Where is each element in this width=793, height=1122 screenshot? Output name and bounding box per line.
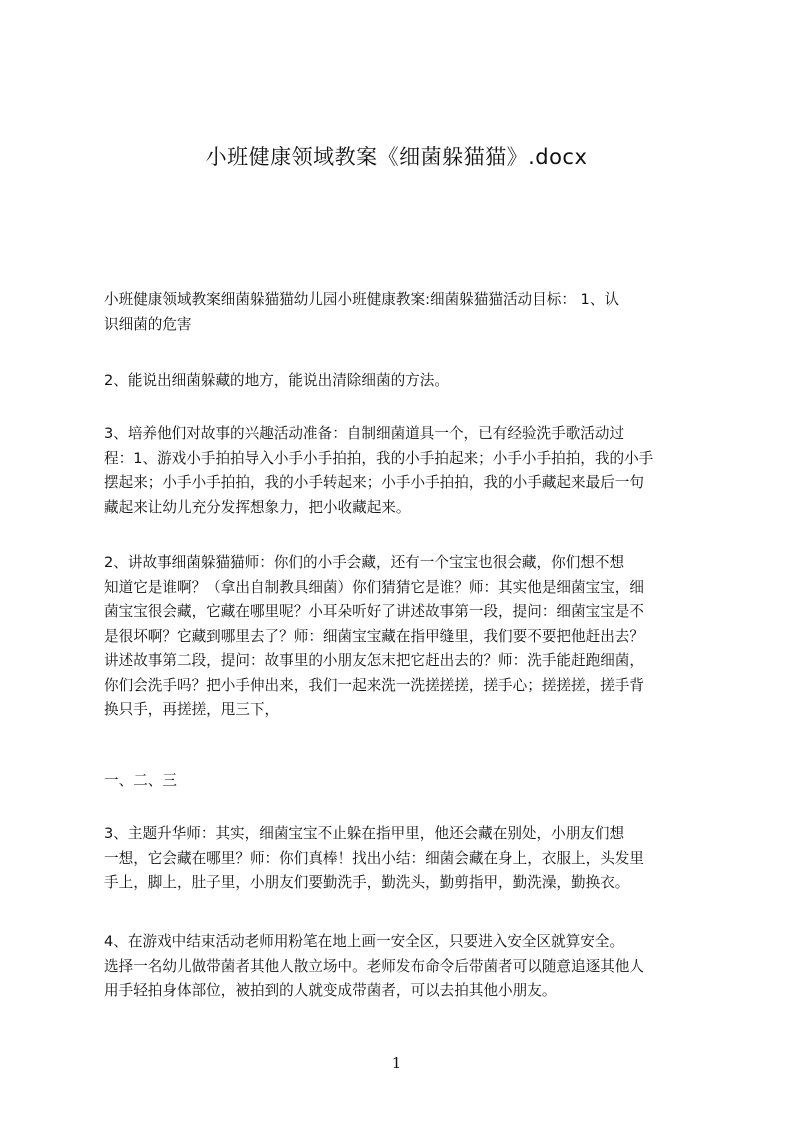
paragraph-theme: [104, 822, 710, 896]
paragraph-goal-2: [104, 369, 710, 394]
paragraph-line: 换只手，再搓搓，甩三下，: [104, 701, 280, 718]
paragraph-line: 2、能说出细菌躲藏的地方，能说出清除细菌的方法。: [104, 372, 449, 389]
document-title: 小班健康领域教案《细菌躲猫猫》.docx: [205, 145, 588, 169]
paragraph-story: [104, 551, 710, 723]
paragraph-line: 一想，它会藏在哪里？师：你们真棒！找出小结：细菌会藏在身上，衣服上，头发里: [104, 849, 644, 867]
paragraph-line: 你们会洗手吗？把小手伸出来，我们一起来洗一洗搓搓搓，搓手心；搓搓搓，搓手背: [104, 676, 644, 694]
paragraph-line: 3、培养他们对故事的兴趣活动准备：自制细菌道具一个，已有经验洗手歌活动过: [104, 425, 625, 442]
paragraph-line: 选择一名幼儿做带菌者其他人散立场中。老师发布命令后带菌者可以随意追逐其他人: [104, 957, 644, 975]
paragraph-line: 4、在游戏中结束活动老师用粉笔在地上画一安全区，只要进入安全区就算安全。: [104, 933, 625, 950]
paragraph-line: 讲述故事第二段，提问：故事里的小朋友怎末把它赶出去的？师：洗手能赶跑细菌，: [104, 652, 644, 669]
paragraph-line: 一、二、三: [104, 772, 177, 789]
paragraph-count: [104, 769, 710, 794]
paragraph-line: 藏起来让幼儿充分发挥想象力，把小收藏起来。: [104, 498, 411, 516]
paragraph-line: 识细菌的危害: [104, 315, 192, 333]
paragraph-line: 手上，脚上，肚子里，小朋友们要勤洗手，勤洗头，勤剪指甲，勤洗澡，勤换衣。: [104, 874, 630, 891]
paragraph-line: 小班健康领域教案细菌躲猫猫幼儿园小班健康教案:细菌躲猫猫活动目标： 1、认: [104, 291, 620, 308]
paragraph-goal-3: [104, 422, 710, 520]
paragraph-line: 摆起来；小手小手拍拍，我的小手转起来；小手小手拍拍，我的小手藏起来最后一句: [104, 474, 644, 491]
paragraph-line: 知道它是谁啊？（拿出自制教具细菌）你们猜猜它是谁？师：其实他是细菌宝宝，细: [104, 578, 644, 596]
paragraph-line: 用手轻拍身体部位，被拍到的人就变成带菌者，可以去拍其他小朋友。: [104, 982, 557, 999]
paragraph-line: 程：1、游戏小手拍拍导入小手小手拍拍，我的小手拍起来；小手小手拍拍，我的小手: [104, 449, 654, 467]
paragraph-line: 3、主题升华师：其实，细菌宝宝不止躲在指甲里，他还会藏在别处，小朋友们想: [104, 825, 625, 842]
paragraph-game: [104, 930, 710, 1004]
paragraph-line: 是很坏啊？它藏到哪里去了？师：细菌宝宝藏在指甲缝里，我们要不要把他赶出去？: [104, 627, 644, 645]
paragraph-line: 2、讲故事细菌躲猫猫师：你们的小手会藏，还有一个宝宝也很会藏，你们想不想: [104, 554, 625, 571]
paragraph-intro: [104, 288, 710, 337]
page-number: 1: [391, 1054, 402, 1072]
paragraph-line: 菌宝宝很会藏，它藏在哪里呢？小耳朵听好了讲述故事第一段，提问：细菌宝宝是不: [104, 603, 644, 620]
